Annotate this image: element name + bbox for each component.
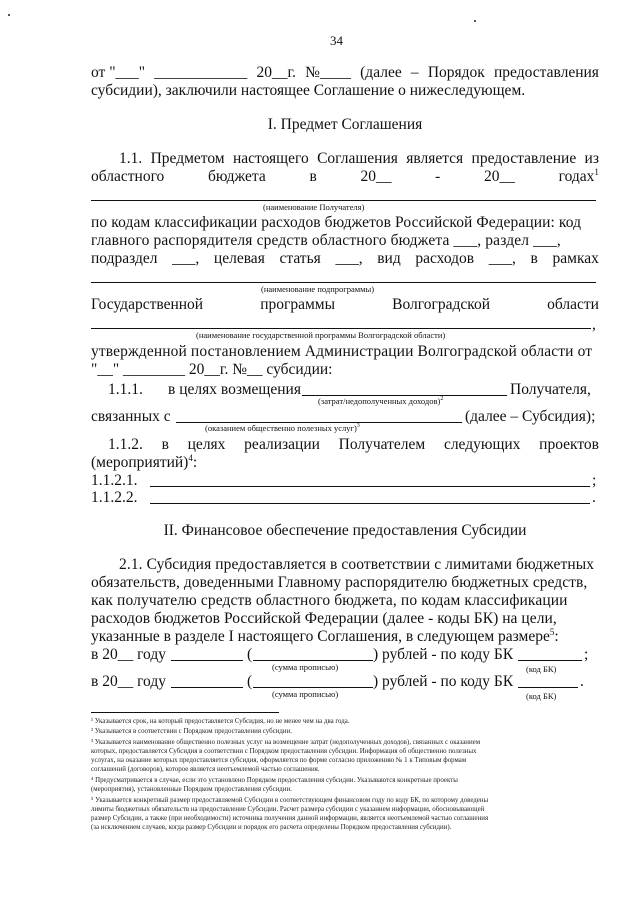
- footnote-line: ⁴ Предусматривается в случае, если это установлено Порядком предоставления субсидии. Указываются конкретные проекты: [91, 777, 458, 784]
- caption-code: (код БК): [526, 691, 557, 701]
- text: №____: [305, 64, 351, 81]
- amount-row-2-words-blank: [253, 687, 373, 688]
- text: (мероприятий): [91, 454, 189, 471]
- text: [559, 168, 599, 186]
- item-1-1-2-1-blank: [150, 486, 590, 487]
- footnote-ref: 1: [594, 166, 599, 177]
- text: предоставление: [471, 150, 577, 167]
- text: годах: [558, 168, 595, 185]
- text: 1.1.: [119, 150, 143, 167]
- text: (далее: [360, 64, 402, 81]
- para-2-1-line-2: обязательств, доведенными Главному распорядителю бюджетных средств,: [91, 574, 588, 591]
- page-number: 34: [330, 33, 343, 48]
- text: расходов: [415, 250, 475, 267]
- text: ___,: [172, 250, 200, 267]
- caption-subprogram: (наименование подпрограммы): [261, 284, 375, 294]
- para-2-1-line-4: расходов бюджетов Российской Федерации (далее - коды БК) на цели,: [91, 610, 557, 627]
- recipient-blank: [91, 200, 596, 201]
- para-2-1-line-1: 2.1. Субсидия предоставляется в соответствии с лимитами бюджетных: [119, 556, 595, 573]
- amount-row-2-year: в 20__ году: [91, 673, 166, 690]
- text: -: [435, 168, 441, 185]
- text: в: [309, 168, 317, 185]
- text: от "___": [91, 64, 146, 81]
- text: Получателем: [338, 436, 426, 453]
- paren: (: [247, 646, 253, 663]
- footnote-line: ¹ Указывается срок, на который предоставляется Субсидия, но не менее чем на два года.: [91, 718, 350, 725]
- text: рамках: [552, 250, 599, 267]
- text: 1.1.2.: [108, 436, 143, 453]
- approved-line: утвержденной постановлением Администрации Волгоградской области от: [91, 343, 593, 360]
- text: проектов: [539, 436, 599, 453]
- caption-amount: (сумма прописью): [272, 662, 339, 672]
- text: области: [547, 296, 599, 313]
- item-1-1-2-1: 1.1.2.1.: [91, 472, 138, 489]
- text: следующих: [443, 436, 521, 453]
- footnote-line: которых, предоставляется Субсидия в соответствии с Порядком предоставления субсидии. Информация об общественно полезных: [91, 748, 477, 755]
- caption-amount: (сумма прописью): [272, 689, 339, 699]
- caption-program: (наименование государственной программы Волгоградской области): [196, 330, 446, 340]
- item-1-1-2-line-1: [108, 436, 599, 454]
- footnote-ref: 3: [356, 423, 360, 430]
- text: подраздел: [91, 250, 158, 267]
- text: предоставления: [494, 64, 599, 81]
- footnote-ref: 5: [549, 626, 555, 637]
- scan-speck: [474, 20, 476, 22]
- text: из: [584, 150, 599, 167]
- footnote-line: лимиты бюджетных обязательств на предоставление Субсидии. Расчет размера субсидии с указанием информации, обосновывающей: [91, 806, 485, 813]
- amount-row-1-code-blank: [518, 660, 582, 661]
- text: Предметом: [150, 150, 225, 167]
- text: реализации: [244, 436, 320, 453]
- codes-line-2: главного распорядителя средств областного бюджета ___, раздел ___,: [91, 232, 561, 249]
- footnote-line: (мероприятия), установленные Порядком предоставления субсидии.: [91, 786, 292, 793]
- item-1-1-1-text: в целях возмещения: [168, 381, 301, 398]
- comma: ,: [592, 316, 596, 333]
- text: ____________: [154, 64, 248, 81]
- footnote-line: услугах, на оказание которых предоставляется субсидия, оформляется по форме согласно приложению № 1 к Типовым формам: [91, 757, 467, 764]
- amount-row-2-code-blank: [518, 687, 578, 688]
- program-line: [91, 296, 599, 314]
- text: –: [410, 64, 419, 81]
- scan-speck: [8, 14, 10, 16]
- text: программы: [260, 296, 336, 313]
- caption-costs: [318, 396, 443, 406]
- linked-line-end: (далее – Субсидия);: [465, 408, 596, 425]
- codes-line-3: [91, 250, 599, 268]
- item-1-1-2-line-2: (мероприятий)$^4$:: [91, 452, 198, 471]
- subprogram-blank: [91, 282, 596, 283]
- text: в: [161, 436, 169, 453]
- text: Порядок: [427, 64, 485, 81]
- item-1-1-2-2-blank: [150, 503, 590, 504]
- text: целях: [187, 436, 226, 453]
- text: областного: [91, 168, 165, 185]
- caption-services: [205, 423, 360, 433]
- date-line: "__" ________ 20__г. №__ субсидии:: [91, 361, 333, 378]
- footnote-line: (за исключением случаев, когда размер Субсидии и порядок его расчета определены Порядком предоставления субсидии).: [91, 824, 452, 831]
- amount-row-1-text: ) рублей - по коду БК: [373, 646, 514, 663]
- para-1-1-line-2: [91, 168, 599, 186]
- amount-row-1-year: в 20__ году: [91, 646, 166, 663]
- text: Соглашения: [317, 150, 398, 167]
- codes-line-1: по кодам классификации расходов бюджетов Российской Федерации: код: [91, 214, 582, 231]
- text: целевая: [213, 250, 265, 267]
- paren: (: [247, 673, 253, 690]
- text: вид: [377, 250, 401, 267]
- footnote-line: соглашений (договоров), которое является неотъемлемой частью соглашения.: [91, 766, 320, 773]
- item-1-1-1-number: 1.1.1.: [108, 381, 143, 398]
- caption-recipient: (наименование Получателя): [263, 202, 365, 212]
- footnote-line: размер Субсидии, а также (при необходимости) источника получения данной информации, является неотъемлемой частью соглашения: [91, 815, 489, 822]
- footnote-line: ⁵ Указывается конкретный размер предоставляемой Субсидии в соответствующем финансовом году по коду БК, по которому доведены: [91, 797, 489, 804]
- item-1-1-2-1-end: ;: [592, 472, 597, 489]
- text: Государственной: [91, 296, 204, 313]
- amount-row-2-digits-blank: [171, 687, 243, 688]
- text: (затрат/недополученных доходов): [318, 396, 441, 406]
- section-1-title: I. Предмет Соглашения: [267, 116, 423, 133]
- para-2-1-line-5: указанные в разделе I настоящего Соглашения, в следующем размере$^5$:: [91, 626, 559, 645]
- item-1-1-1-end: Получателя,: [510, 381, 591, 398]
- text: ___,: [488, 250, 516, 267]
- text: 20__: [360, 168, 392, 185]
- text: бюджета: [207, 168, 266, 185]
- footnote-line: ² Указывается в соответствии с Порядком предоставления субсидии.: [91, 728, 292, 735]
- program-blank: [91, 328, 591, 329]
- item-1-1-2-2-end: .: [592, 489, 596, 506]
- footnote-separator: [91, 712, 279, 713]
- text: в: [530, 250, 538, 267]
- text: ___,: [335, 250, 363, 267]
- footnote-ref: 4: [188, 452, 193, 463]
- amount-row-1-digits-blank: [171, 660, 243, 661]
- amount-row-2-text: ) рублей - по коду БК: [373, 673, 514, 690]
- amount-row-1-end: ;: [584, 646, 589, 663]
- text: 20__г.: [256, 64, 296, 81]
- amount-row-2-end: .: [580, 673, 584, 690]
- para-2-1-line-3: как получателю средств областного бюджета, по кодам классификации: [91, 592, 568, 609]
- para-1-1-line-1: [119, 150, 599, 168]
- item-1-1-2-2: 1.1.2.2.: [91, 489, 138, 506]
- text: статья: [279, 250, 321, 267]
- linked-line: связанных с: [91, 408, 171, 425]
- footnote-line: ³ Указывается наименование общественно полезных услуг на возмещение затрат (недополученных доходов), связанных с оказанием: [91, 739, 481, 746]
- footnote-ref: 2: [440, 396, 444, 403]
- section-2-title: II. Финансовое обеспечение предоставления Субсидии: [163, 522, 527, 539]
- text: 20__: [483, 168, 515, 185]
- intro-line-1: [91, 64, 599, 82]
- text: (оказанием общественно полезных услуг): [205, 423, 357, 433]
- caption-code: (код БК): [526, 664, 557, 674]
- text: является: [406, 150, 464, 167]
- text: указанные в разделе I настоящего Соглашения, в следующем размере: [91, 628, 550, 645]
- text: настоящего: [232, 150, 309, 167]
- amount-row-1-words-blank: [253, 660, 373, 661]
- text: Волгоградской: [392, 296, 491, 313]
- intro-line-2: субсидии), заключили настоящее Соглашение о нижеследующем.: [91, 82, 526, 99]
